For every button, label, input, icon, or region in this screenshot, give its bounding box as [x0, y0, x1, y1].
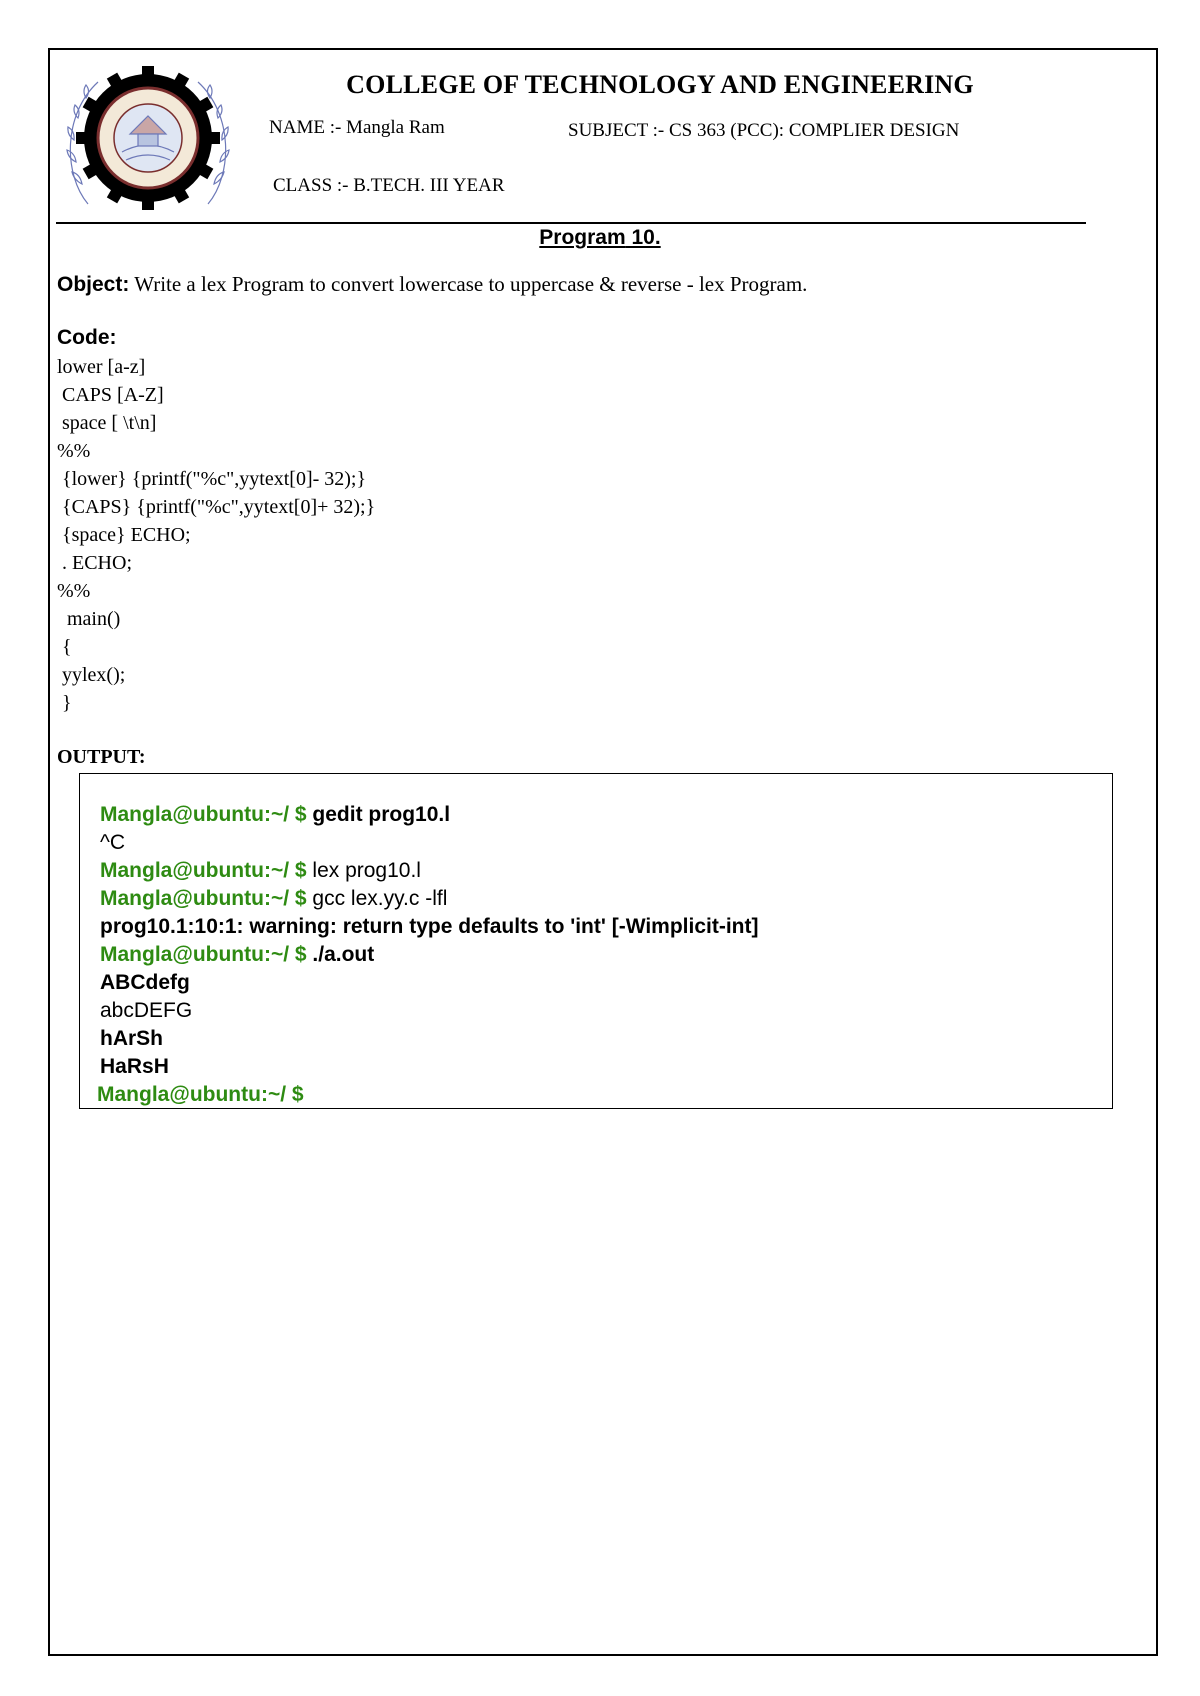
terminal-line [100, 971, 190, 995]
terminal-text: gedit prog10.l [306, 803, 451, 826]
terminal-line [100, 887, 447, 911]
subject: SUBJECT :- CS 363 (PCC): COMPLIER DESIGN [568, 120, 960, 141]
terminal-prompt: Mangla@ubuntu:~/ $ [100, 887, 307, 910]
code-line: main() [57, 608, 121, 630]
terminal-prompt: Mangla@ubuntu:~/ $ [97, 1083, 304, 1106]
terminal-prompt: Mangla@ubuntu:~/ $ [100, 803, 307, 826]
code-line: { [57, 636, 72, 658]
terminal-prompt: Mangla@ubuntu:~/ $ [100, 859, 307, 882]
code-line: {CAPS} {printf("%c",yytext[0]+ 32);} [57, 496, 376, 518]
program-title-number: 10. [625, 226, 661, 249]
code-line: {lower} {printf("%c",yytext[0]- 32);} [57, 468, 367, 490]
terminal-text: abcDEFG [100, 999, 193, 1022]
code-line: CAPS [A-Z] [57, 384, 164, 406]
terminal-line [100, 859, 421, 883]
code-line: {space} ECHO; [57, 524, 191, 546]
college-seal-logo [58, 64, 238, 220]
code-line: %% [57, 580, 91, 602]
object-text: Write a lex Program to convert lowercase to uppercase & reverse - lex Program. [129, 272, 808, 296]
program-title [0, 226, 1200, 250]
terminal-line [97, 1083, 304, 1107]
code-line: } [57, 692, 72, 714]
object-label: Object: [57, 273, 130, 296]
code-line: . ECHO; [57, 552, 132, 574]
terminal-text: hArSh [100, 1027, 163, 1050]
class-year: CLASS :- B.TECH. III YEAR [273, 175, 505, 196]
college-title: COLLEGE OF TECHNOLOGY AND ENGINEERING [346, 70, 974, 99]
code-line: %% [57, 440, 91, 462]
code-label: Code: [57, 326, 117, 349]
code-line: yylex(); [57, 664, 126, 686]
terminal-prompt: Mangla@ubuntu:~/ $ [100, 943, 307, 966]
terminal-text: lex prog10.l [306, 859, 421, 882]
code-line: space [ \t\n] [57, 412, 157, 434]
terminal-line [100, 943, 374, 967]
terminal-text: prog10.1:10:1: warning: return type defaults to 'int' [-Wimplicit-int] [100, 915, 759, 938]
terminal-text: gcc lex.yy.c -lfl [306, 887, 448, 910]
terminal-line [100, 999, 192, 1023]
terminal-text: ./a.out [306, 943, 375, 966]
object-statement [57, 272, 807, 297]
terminal-text: HaRsH [100, 1055, 169, 1078]
terminal-line [100, 803, 450, 827]
terminal-text: ABCdefg [100, 971, 190, 994]
output-label: OUTPUT: [57, 746, 146, 768]
terminal-line [100, 831, 125, 855]
program-title-prefix: Program [539, 226, 626, 249]
terminal-line [100, 1055, 169, 1079]
terminal-line [100, 915, 759, 939]
terminal-line [100, 1027, 163, 1051]
code-line: lower [a-z] [57, 356, 146, 378]
student-name: NAME :- Mangla Ram [269, 117, 445, 138]
terminal-text: ^C [100, 831, 126, 854]
header-divider [56, 222, 1086, 224]
